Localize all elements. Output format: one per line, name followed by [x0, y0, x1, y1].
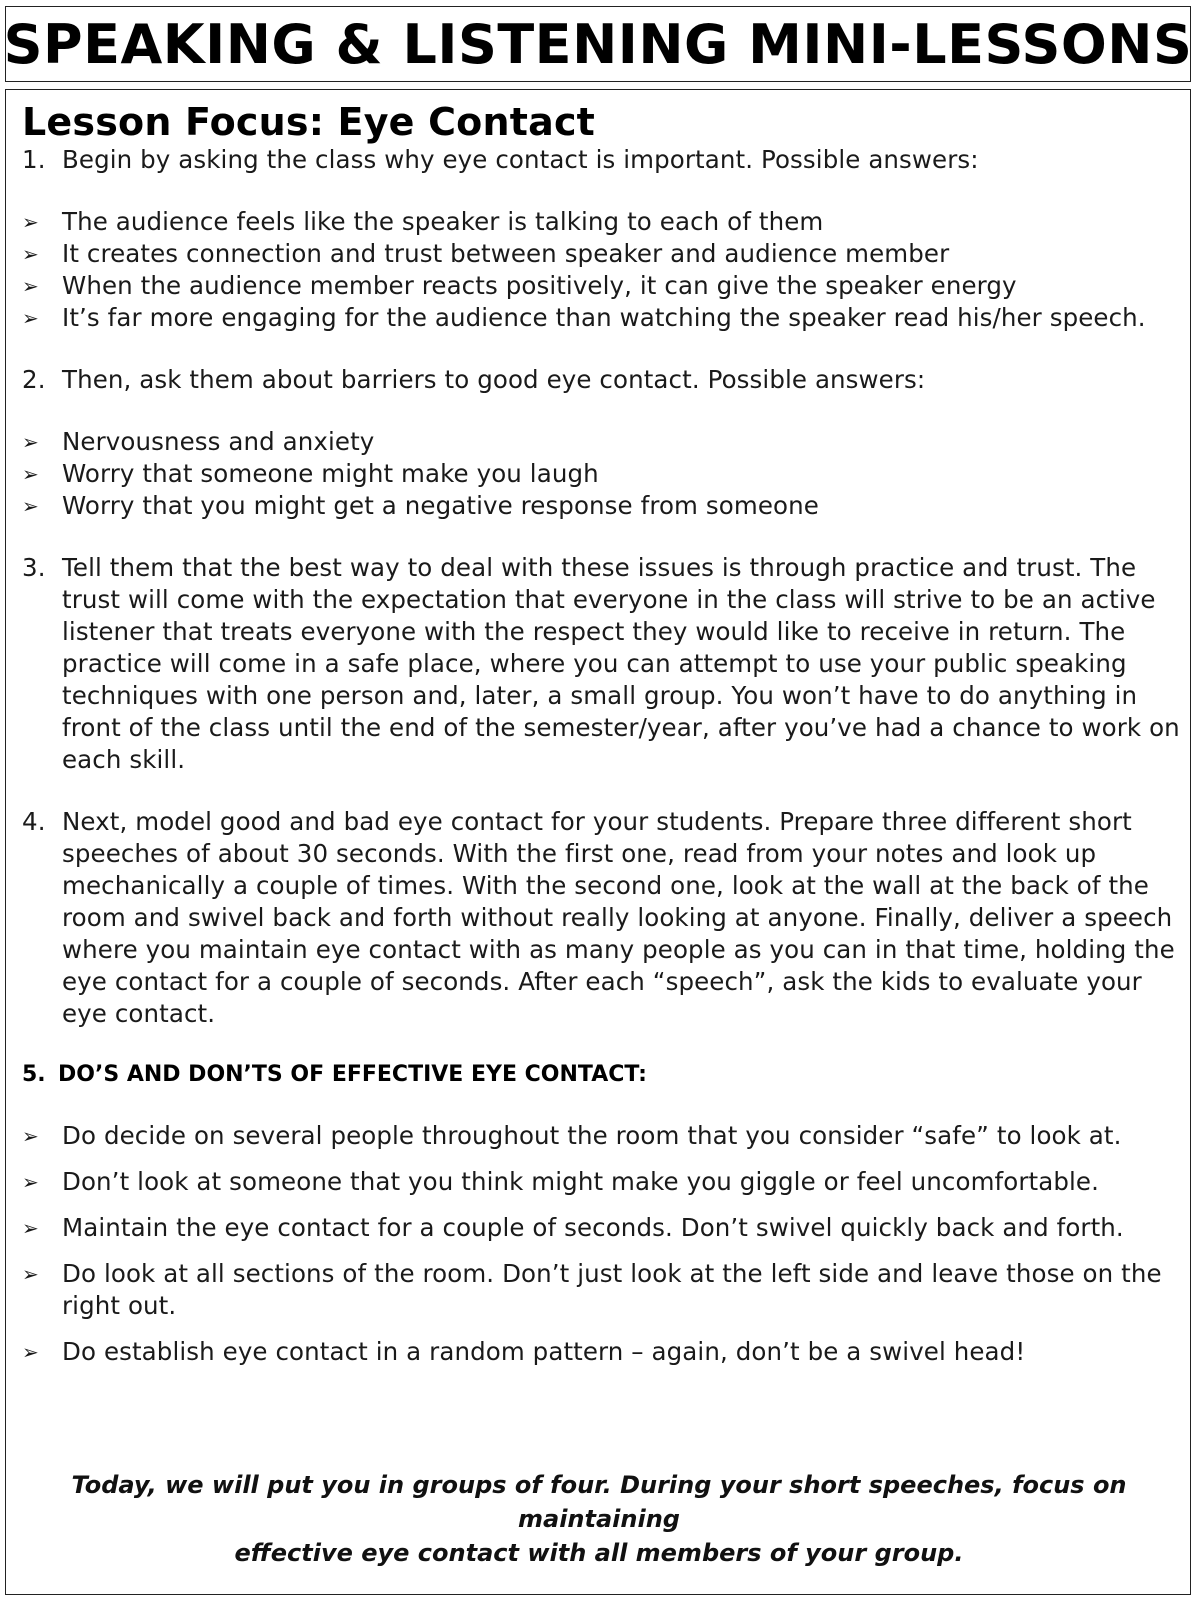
arrowhead-bullet-icon: ➢ — [22, 1216, 39, 1240]
step-number: 5. — [22, 1062, 46, 1087]
step-4 — [22, 806, 1187, 1030]
lesson-content — [22, 100, 1187, 1382]
list-item: ➢ It’s far more engaging for the audience than watching the speaker read his/her speech. — [22, 303, 1146, 332]
step-text: Begin by asking the class why eye contact is important. Possible answers: — [62, 145, 979, 174]
step-number: 1. — [22, 145, 46, 174]
step-text: Then, ask them about barriers to good eye contact. Possible answers: — [62, 365, 926, 394]
step-3 — [22, 552, 1187, 776]
list-item: ➢ It creates connection and trust between speaker and audience member — [22, 239, 950, 268]
list-item: ➢ The audience feels like the speaker is talking to each of them — [22, 207, 824, 236]
lesson-panel — [5, 89, 1191, 1595]
arrowhead-bullet-icon: ➢ — [22, 274, 39, 298]
arrowhead-bullet-icon: ➢ — [22, 1340, 39, 1364]
arrowhead-bullet-icon: ➢ — [22, 210, 39, 234]
step-number: 2. — [22, 365, 46, 394]
closing-line-2: effective eye contact with all members of your group. — [234, 1539, 964, 1567]
dos-donts-list — [22, 1120, 1187, 1368]
closing-line-1: Today, we will put you in groups of four. During your short speeches, focus on maintaining — [71, 1471, 1127, 1533]
arrowhead-bullet-icon: ➢ — [22, 1124, 39, 1148]
header-banner — [5, 6, 1191, 82]
step-1-answers — [22, 206, 1187, 334]
step-text: Next, model good and bad eye contact for your students. Prepare three different short speeches of about 30 seconds. With the first one, read from your notes and look up mechanically a couple of times. With the second one, look at the wall at the back of the room and swivel back and forth without really looking at anyone. Finally, deliver a speech where you maintain eye contact with as many people as you can in that time, holding the eye contact for a couple of seconds. After each “speech”, ask the kids to evaluate your eye contact. — [62, 807, 1175, 1028]
lesson-focus-title: Lesson Focus: Eye Contact — [22, 100, 596, 144]
step-5-heading — [22, 1059, 1187, 1091]
list-item: ➢ When the audience member reacts positively, it can give the speaker energy — [22, 271, 1017, 300]
list-item: ➢ Nervousness and anxiety — [22, 427, 375, 456]
list-item: ➢ Do look at all sections of the room. Don’t just look at the left side and leave those on the right out. — [22, 1259, 1162, 1320]
step-number: 4. — [22, 807, 46, 836]
step-2-answers — [22, 426, 1187, 522]
page-title: SPEAKING & LISTENING MINI-LESSONS — [3, 12, 1193, 76]
section-heading: DO’S AND DON’TS OF EFFECTIVE EYE CONTACT: — [58, 1062, 647, 1087]
arrowhead-bullet-icon: ➢ — [22, 430, 39, 454]
arrowhead-bullet-icon: ➢ — [22, 1262, 39, 1286]
arrowhead-bullet-icon: ➢ — [22, 306, 39, 330]
closing-statement — [6, 1468, 1192, 1570]
list-item: ➢ Do establish eye contact in a random pattern – again, don’t be a swivel head! — [22, 1337, 1026, 1366]
arrowhead-bullet-icon: ➢ — [22, 462, 39, 486]
list-item: ➢ Worry that someone might make you laugh — [22, 459, 599, 488]
step-2 — [22, 364, 1187, 396]
arrowhead-bullet-icon: ➢ — [22, 494, 39, 518]
step-text: Tell them that the best way to deal with these issues is through practice and trust. The trust will come with the expectation that everyone in the class will strive to be an active listener that treats everyone with the respect they would like to receive in return. The practice will come in a safe place, where you can attempt to use your public speaking techniques with one person and, later, a small group. You won’t have to do anything in front of the class until the end of the semester/year, after you’ve had a chance to work on each skill. — [62, 553, 1180, 774]
step-number: 3. — [22, 553, 46, 582]
list-item: ➢ Maintain the eye contact for a couple of seconds. Don’t swivel quickly back and forth. — [22, 1213, 1124, 1242]
list-item: ➢ Don’t look at someone that you think might make you giggle or feel uncomfortable. — [22, 1167, 1099, 1196]
list-item: ➢ Worry that you might get a negative response from someone — [22, 491, 819, 520]
list-item: ➢ Do decide on several people throughout the room that you consider “safe” to look at. — [22, 1121, 1122, 1150]
arrowhead-bullet-icon: ➢ — [22, 242, 39, 266]
arrowhead-bullet-icon: ➢ — [22, 1170, 39, 1194]
step-1 — [22, 144, 1187, 176]
